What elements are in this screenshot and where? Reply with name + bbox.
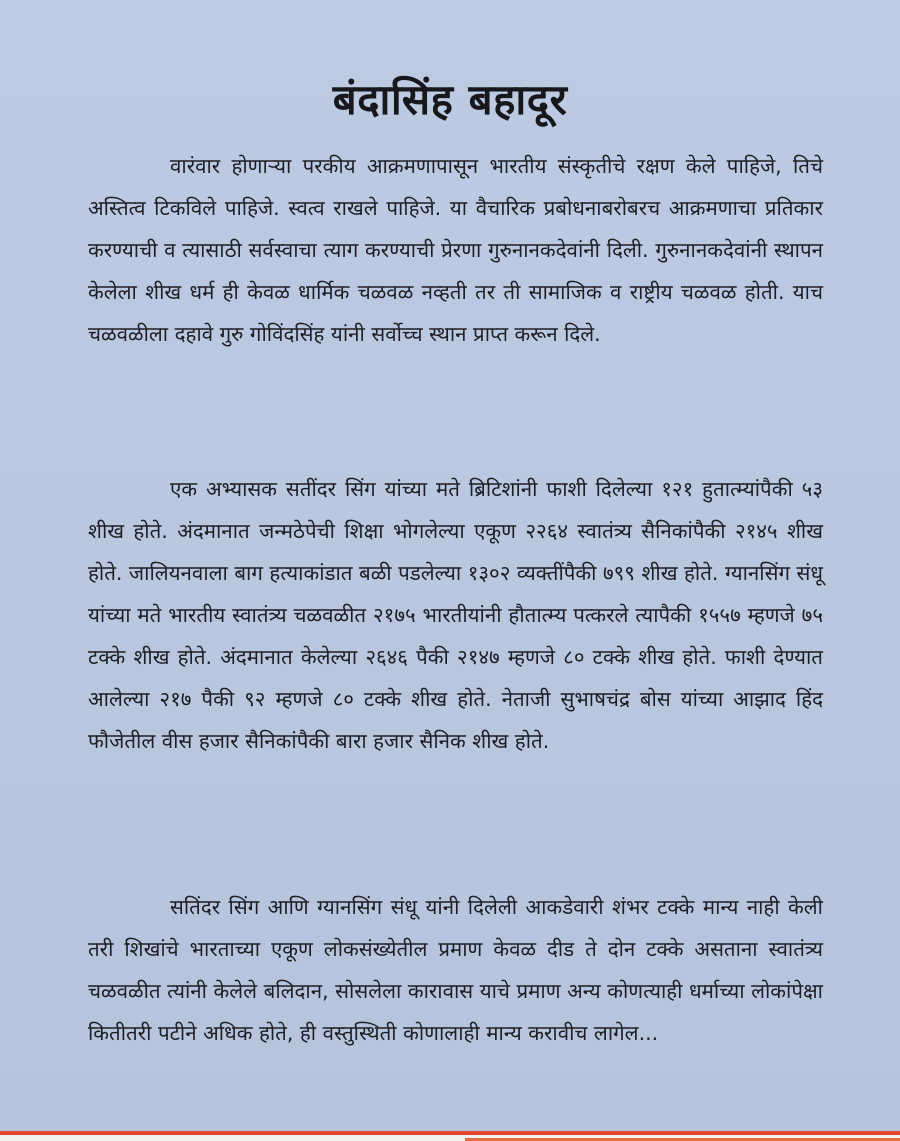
paragraph-3: सतिंदर सिंग आणि ग्यानसिंग संधू यांनी दिलेली आकडेवारी शंभर टक्के मान्य नाही केली तरी शिखांचे भारताच्या एकूण लोकसंख्येतील प्रमाण केवळ दीड ते दोन टक्के असताना स्वातंत्र्य चळवळीत त्यांनी केलेले बलिदान, सोसलेला कारावास याचे प्रमाण अन्य कोणत्याही धर्माच्या लोकांपेक्षा कितीतरी पटीने अधिक होते, ही वस्तुस्थिती कोणालाही मान्य करावीच लागेल... bbox=[88, 895, 823, 1045]
paragraph-2: एक अभ्यासक सतींदर सिंग यांच्या मते ब्रिटिशांनी फाशी दिलेल्या १२१ हुतात्म्यांपैकी ५३ शीख होते. अंदमानात जन्मठेपेची शिक्षा भोगलेल्या एकूण २२६४ स्वातंत्र्य सैनिकांपैकी २१४५ शीख होते. जालियनवाला बाग हत्याकांडात बळी पडलेल्या १३०२ व्यक्तींपैकी ७९९ शीख होते. ग्यानसिंग संधू यांच्या मते भारतीय स्वातंत्र्य चळवळीत २१७५ भारतीयांनी हौतात्म्य पत्करले त्यापैकी १५५७ म्हणजे ७५ टक्के शीख होते. अंदमानात केलेल्या २६४६ पैकी २१४७ म्हणजे ८० टक्के शीख होते. फाशी देण्यात आलेल्या २१७ पैकी ९२ म्हणजे ८० टक्के शीख होते. नेताजी सुभाषचंद्र बोस यांच्या आझाद हिंद फौजेतील वीस हजार सैनिकांपैकी बारा हजार सैनिक शीख होते. bbox=[88, 477, 823, 753]
paragraph-1: वारंवार होणाऱ्या परकीय आक्रमणापासून भारतीय संस्कृतीचे रक्षण केले पाहिजे, तिचे अस्तित्व टिकविले पाहिजे. स्वत्व राखले पाहिजे. या वैचारिक प्रबोधनाबरोबरच आक्रमणाचा प्रतिकार करण्याची व त्यासाठी सर्वस्वाचा त्याग करण्याची प्रेरणा गुरुनानकदेवांनी दिली. गुरुनानकदेवांनी स्थापन केलेला शीख धर्म ही केवळ धार्मिक चळवळ नव्हती तर ती सामाजिक व राष्ट्रीय चळवळ होती. याच चळवळीला दहावे गुरु गोविंदसिंह यांनी सर्वोच्च स्थान प्राप्त करून दिले. bbox=[88, 154, 823, 346]
page-title: बंदासिंह बहादूर bbox=[332, 75, 568, 124]
